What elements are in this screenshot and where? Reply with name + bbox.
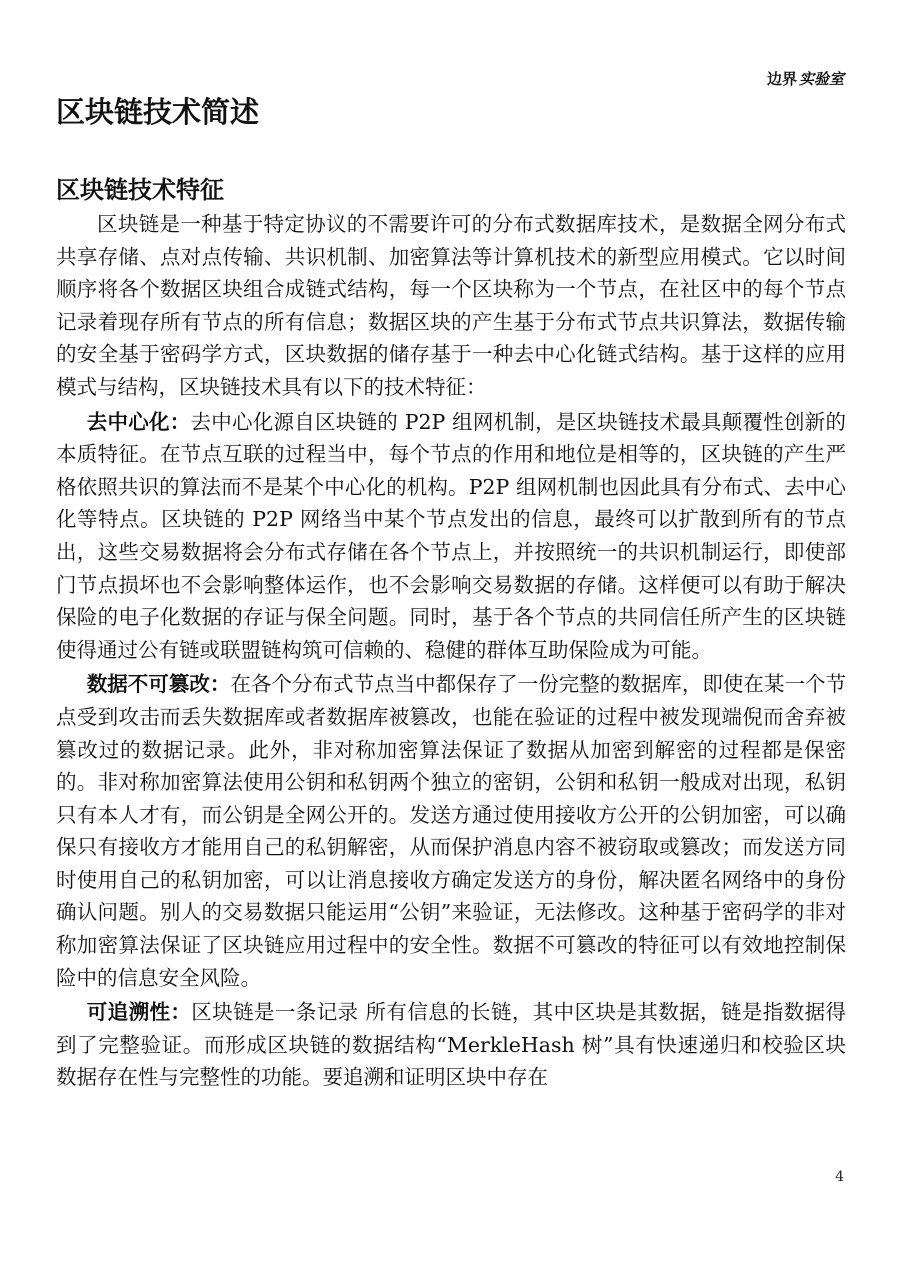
feature-text: 在各个分布式节点当中都保存了一份完整的数据库，即使在某一个节点受到攻击而丢失数据库或者数据库被篡改，也能在验证的过程中被发现端倪而舍弃被篡改过的数据记录。此外，非对称加密算法保证了数据从加密到解密的过程都是保密的。非对称加密算法使用公钥和私钥两个独立的密钥，公钥和私钥一般成对出现，私钥只有本人才有，而公钥是全网公开的。发送方通过使用接收方公开的公钥加密，可以确保只有接收方才能用自己的私钥解密，从而保护消息内容不被窃取或篡改；而发送方同时使用自己的私钥加密，可以让消息接收方确定发送方的身份，解决匿名网络中的身份确认问题。别人的交易数据只能运用“公钥”来验证，无法修改。这种基于密码学的非对称加密算法保证了区块链应用过程中的安全性。数据不可篡改的特征可以有效地控制保险中的信息安全风险。 — [56, 672, 847, 990]
feature-traceability — [56, 996, 846, 1094]
header-logo — [767, 68, 844, 89]
feature-text: 去中心化源自区块链的 P2P 组网机制，是区块链技术最具颠覆性创新的本质特征。在节点互联的过程当中，每个节点的作用和地位是相等的，区块链的产生严格依照共识的算法而不是某个中心化的机构。P2P 组网机制也因此具有分布式、去中心化等特点。区块链的 P2P 网络当中某个节点发出的信息，最终可以扩散到所有的节点出，这些交易数据将会分布式存储在各个节点上，并按照统一的共识机制运行，即使部门节点损坏也不会影响整体运作，也不会影响交易数据的存储。这样便可以有助于解决保险的电子化数据的存证与保全问题。同时，基于各个节点的共同信任所产生的区块链使得通过公有链或联盟链构筑可信赖的、稳健的群体互助保险成为可能。 — [56, 409, 846, 662]
feature-text: 区块链是一条记录 所有信息的长链，其中区块是其数据，链是指数据得到了完整验证。而形成区块链的数据结构“MerkleHash 树”具有快速递归和校验区块数据存在性与完整性的功能。要追溯和证明区块中存在 — [56, 1000, 846, 1090]
page-number: 4 — [835, 1169, 844, 1185]
logo-text-left: 边界 — [766, 70, 797, 88]
page-title: 区块链技术简述 — [56, 95, 260, 129]
main-content — [56, 172, 846, 1094]
feature-term: 可追溯性： — [86, 1000, 192, 1025]
logo-text-right: 实验室 — [798, 70, 844, 88]
feature-term: 数据不可篡改： — [86, 672, 231, 697]
feature-immutability — [56, 668, 846, 994]
feature-term: 去中心化： — [86, 409, 191, 434]
feature-decentralization — [56, 406, 846, 667]
section-title: 区块链技术特征 — [56, 176, 224, 204]
intro-paragraph: 区块链是一种基于特定协议的不需要许可的分布式数据库技术，是数据全网分布式共享存储、点对点传输、共识机制、加密算法等计算机技术的新型应用模式。它以时间顺序将各个数据区块组合成链式结构，每一个区块称为一个节点，在社区中的每个节点记录着现存所有节点的所有信息；数据区块的产生基于分布式节点共识算法，数据传输的安全基于密码学方式，区块数据的储存基于一种去中心化链式结构。基于这样的应用模式与结构，区块链技术具有以下的技术特征： — [56, 212, 846, 399]
